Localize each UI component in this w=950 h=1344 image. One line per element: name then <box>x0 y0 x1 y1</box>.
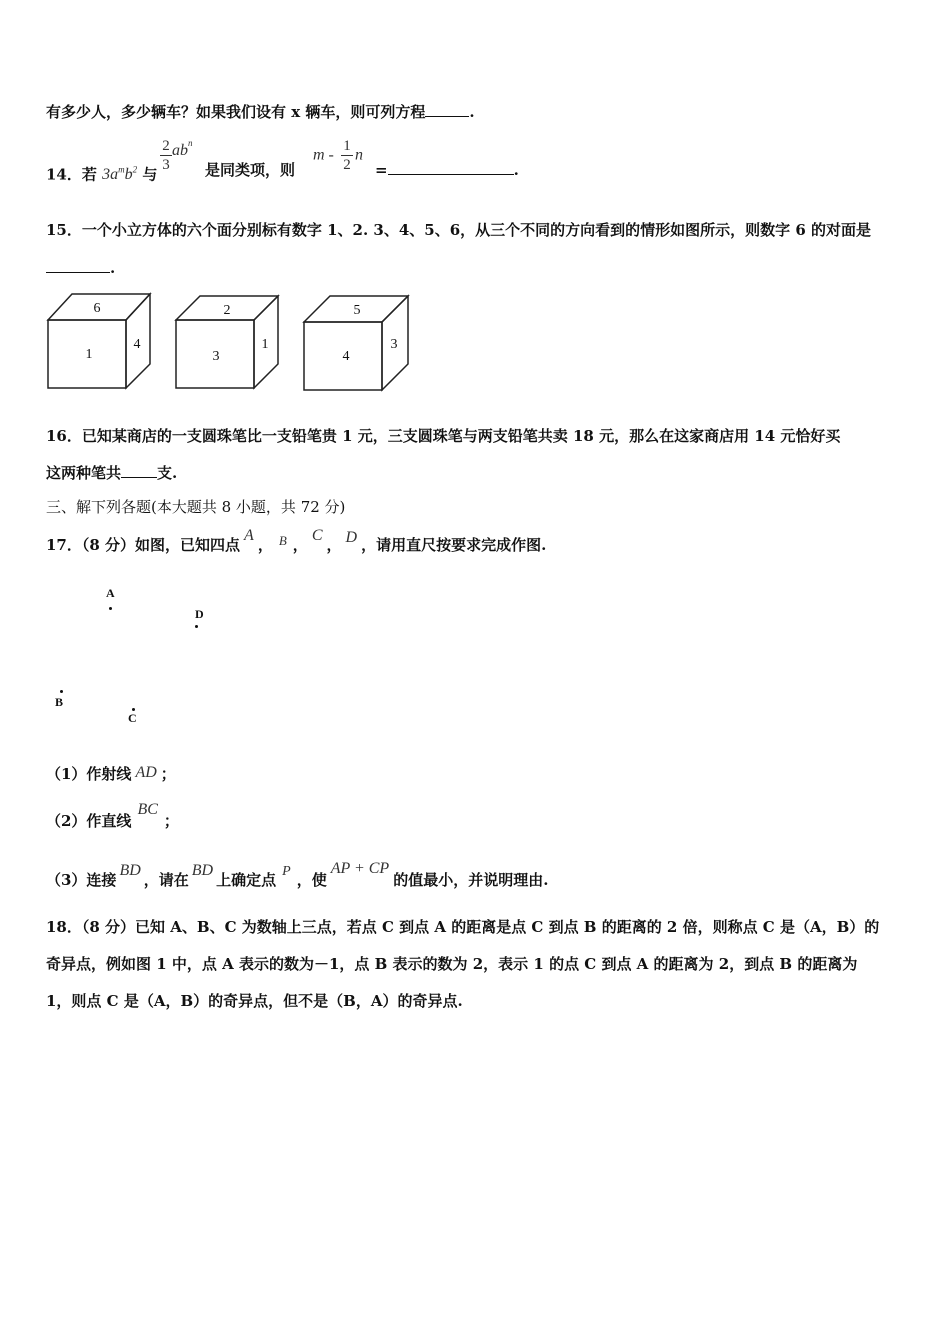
point-b-label: B <box>55 695 64 709</box>
q17-label-a: A <box>244 527 254 544</box>
q15-line1: 15．一个小立方体的六个面分别标有数字 1、2. 3、4、5、6，从三个不同的方向看到的情形如图所示，则数字 6 的对面是 <box>46 221 872 239</box>
q17-s2-math: BC <box>137 801 158 818</box>
q17-prompt: 17．（8 分）如图，已知四点A， B ，C， D ，请用直尺按要求完成作图. <box>46 527 547 554</box>
cube-1-side: 4 <box>133 337 141 352</box>
q14-term1: $3a^mb^2$ <box>102 165 138 184</box>
q14-answer: = . <box>375 161 519 179</box>
q17-label-d: D <box>345 529 358 546</box>
cube-2 <box>176 296 278 388</box>
q16-answer-blank[interactable] <box>121 463 157 478</box>
q17-s3-math1: BD <box>119 862 141 879</box>
point-b-dot <box>60 690 63 693</box>
cube-1 <box>48 294 150 388</box>
point-a-dot <box>109 607 112 610</box>
q17-label-c: C <box>311 527 323 544</box>
cube-3-side: 3 <box>390 337 398 352</box>
q14-yu: 与 <box>142 165 158 184</box>
q15-line2: . <box>46 258 115 278</box>
q17-s3-math3: P <box>282 864 291 879</box>
q15-answer-blank[interactable] <box>46 258 110 273</box>
q17-step2: （2）作直线BC； <box>46 801 179 830</box>
q14-term2-sup: n <box>188 137 193 148</box>
cube-1-top: 6 <box>93 301 101 316</box>
cube-2-top: 2 <box>223 303 231 318</box>
q14-term2-base: ab <box>172 141 188 159</box>
q14-number: 14．若 <box>46 165 97 184</box>
q17-s1-math: AD <box>135 764 157 781</box>
q13-answer-blank[interactable] <box>425 102 469 117</box>
q13-text: 有多少人，多少辆车？如果我们设有 x 辆车，则可列方程 <box>46 103 426 121</box>
q14-expr-n: n <box>354 146 363 164</box>
q13-line <box>46 102 475 122</box>
q16-line2: 这两种笔共 支. <box>46 464 178 482</box>
q18-line2: 奇异点，例如图 1 中，点 A 表示的数为－1，点 B 表示的数为 2，表示 1 的点 C 到点 A 的距离为 2，到点 B 的距离为 <box>46 955 858 973</box>
q17-label-b: B <box>278 533 287 548</box>
q14-mid: 是同类项，则 <box>205 161 296 179</box>
q14-answer-blank[interactable] <box>388 160 514 175</box>
q16-line1: 16．已知某商店的一支圆珠笔比一支铅笔贵 1 元，三支圆珠笔与两支铅笔共卖 18 元，那么在这家商店用 14 元恰好买 <box>46 427 841 445</box>
q17-step1: （1）作射线 AD ； <box>46 764 176 783</box>
cube-3-top: 5 <box>353 303 361 318</box>
q18-line1: 18．（8 分）已知 A、B、C 为数轴上三点，若点 C 到点 A 的距离是点 C 到点 B 的距离的 2 倍，则称点 C 是（A，B）的 <box>46 918 880 936</box>
cube-3 <box>304 296 408 390</box>
point-d-label: D <box>195 607 204 621</box>
q14-expr-m: m - <box>313 146 334 164</box>
q14-expr <box>313 137 363 174</box>
cube-figures <box>40 290 430 395</box>
point-c-label: C <box>128 711 137 725</box>
q14-term2 <box>160 137 193 174</box>
q14-eq: = <box>375 161 388 179</box>
section-3-heading: 三、解下列各题(本大题共 8 小题，共 72 分) <box>46 498 346 516</box>
cube-1-front: 1 <box>85 347 93 362</box>
q17-s3-math2: BD <box>191 862 214 879</box>
q13-end: . <box>469 103 475 121</box>
cube-3-front: 4 <box>342 349 350 364</box>
q14-fraction: $\frac{2}{3}$ <box>160 137 172 174</box>
q14-expr-fraction: $\frac{1}{2}$ <box>341 137 353 174</box>
point-d-dot <box>195 625 198 628</box>
cube-2-front: 3 <box>212 349 220 364</box>
q14-line <box>46 160 157 185</box>
q17-step3: （3）连接BD，请在BD上确定点 P ，使AP + CP的值最小，并说明理由. <box>46 860 549 889</box>
point-a-label: A <box>106 586 115 600</box>
q17-s3-math4: AP + CP <box>330 860 390 877</box>
cube-2-side: 1 <box>261 337 269 352</box>
q18-line3: 1，则点 C 是（A，B）的奇异点，但不是（B，A）的奇异点. <box>46 992 463 1010</box>
